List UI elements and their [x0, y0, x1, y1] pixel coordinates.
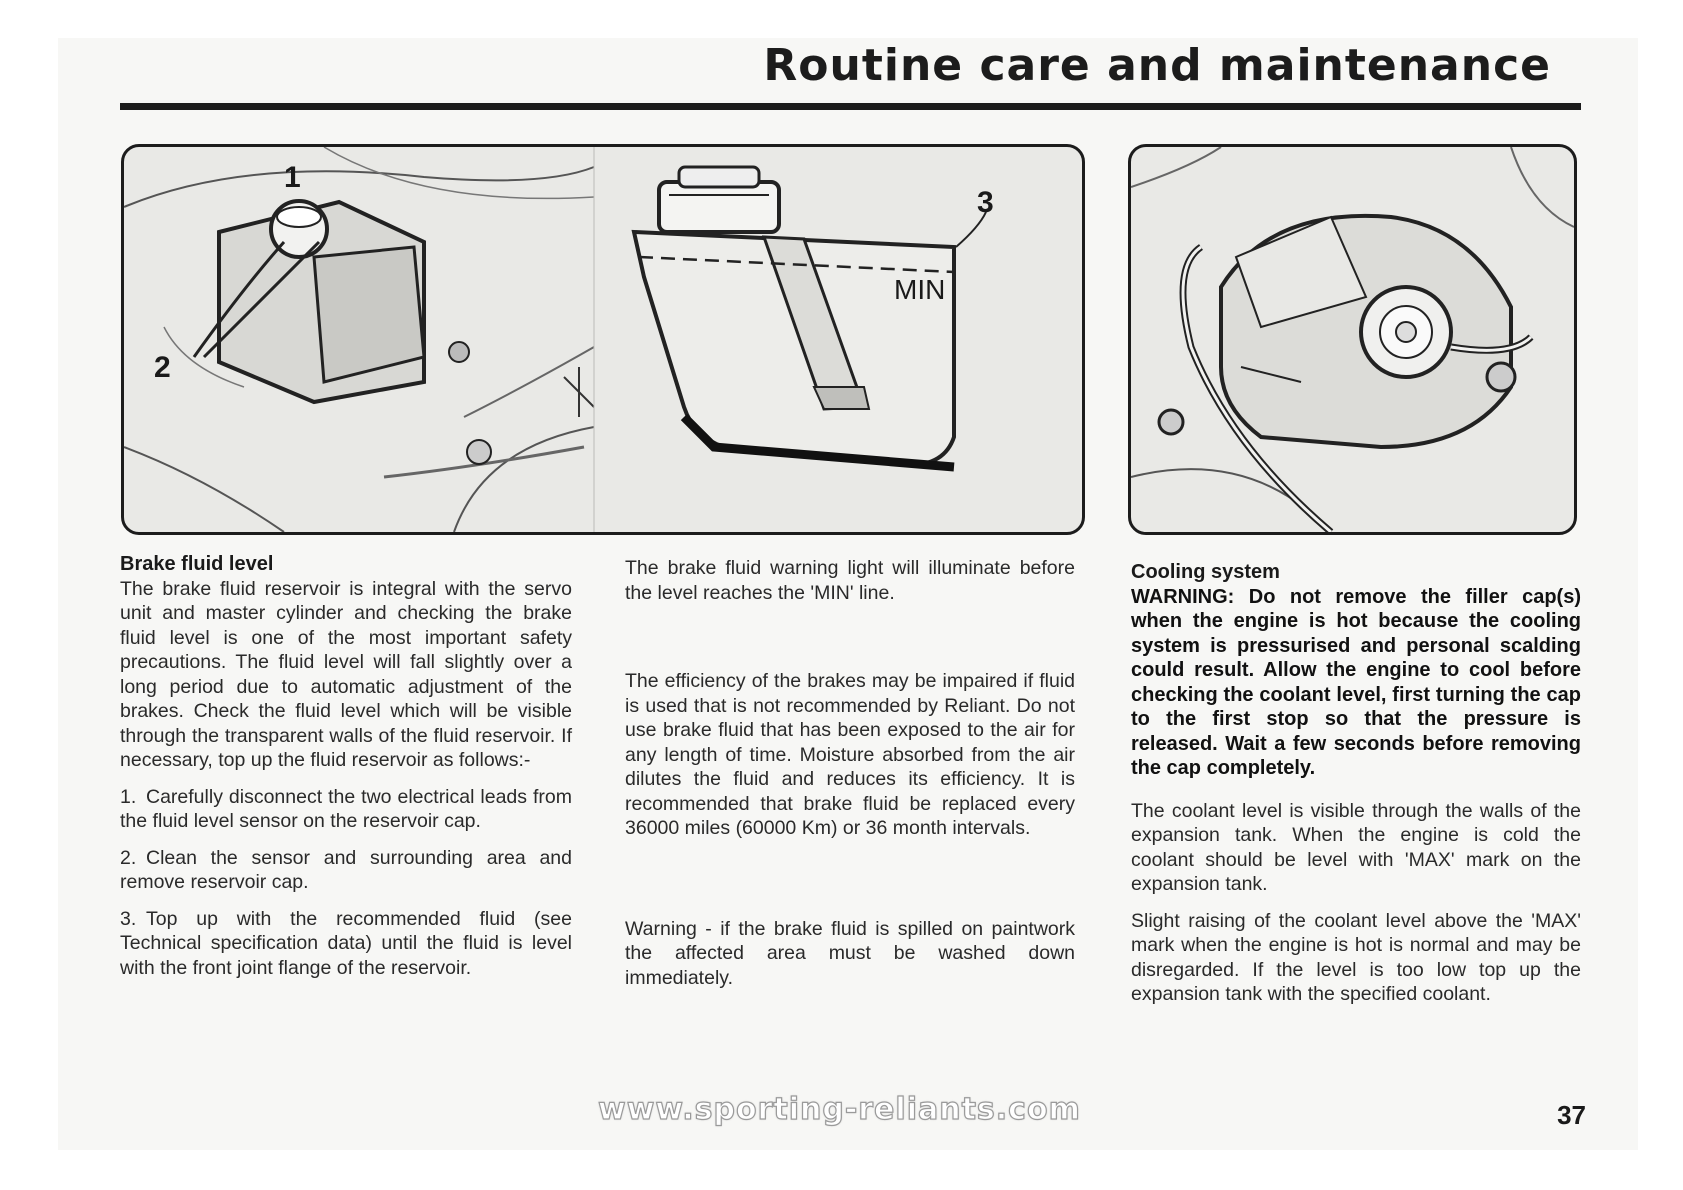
- coolant-level-paragraph: The coolant level is visible through the walls of the expansion tank. When the engine is cold the coolant should be level with 'MAX' mark on the expansion tank.: [1131, 799, 1581, 895]
- page-number: 37: [1557, 1100, 1586, 1130]
- step-2-text: Clean the sensor and surrounding area and remove reservoir cap.: [120, 846, 572, 893]
- step-3: [120, 907, 572, 981]
- warning-light-paragraph: The brake fluid warning light will illuminate before the level reaches the 'MIN' line.: [625, 557, 1075, 604]
- brake-reservoir-illustration: [121, 144, 1085, 535]
- step-1-number: 1.: [120, 785, 137, 808]
- min-level-label: MIN: [894, 274, 946, 305]
- expansion-tank-illustration: [1128, 144, 1577, 535]
- coolant-raising-paragraph: Slight raising of the coolant level above the 'MAX' mark when the engine is hot is normal and may be disregarded. If the level is too low top up the expansion tank with the specified coolant.: [1131, 909, 1581, 1005]
- callout-3: 3: [977, 186, 994, 219]
- cooling-system-section: [1131, 560, 1581, 1019]
- callout-1: 2: [154, 351, 171, 384]
- spacer: [625, 617, 1075, 669]
- step-2-number: 2.: [120, 846, 137, 869]
- callout-2: 1: [284, 161, 301, 194]
- page-title: Routine care and maintenance: [763, 40, 1551, 91]
- website-watermark: www.sporting-reliants.com: [598, 1092, 1081, 1127]
- step-2: [120, 846, 572, 895]
- expansion-tank-drawing: [1131, 147, 1574, 532]
- brake-notes-section: [625, 556, 1075, 1002]
- brake-fluid-heading: Brake fluid level: [120, 553, 274, 575]
- spill-warning-paragraph: Warning - if the brake fluid is spilled on paintwork the affected area must be washed down immediately.: [625, 917, 1075, 989]
- header-rule: [120, 103, 1581, 110]
- step-3-number: 3.: [120, 907, 137, 930]
- brake-reservoir-drawing: [124, 147, 1082, 532]
- spacer: [625, 853, 1075, 917]
- cooling-warning: WARNING: Do not remove the filler cap(s) when the engine is hot because the cooling system is pressurised and personal scalding could result. Allow the engine to cool before checking the coolant level, first turning the cap to the first stop so that the pressure is released. Wait a few seconds before removing the cap completely.: [1131, 585, 1581, 779]
- step-1-text: Carefully disconnect the two electrical leads from the fluid level sensor on the reservoir cap.: [120, 785, 572, 832]
- brake-fluid-section: [120, 552, 572, 992]
- brake-efficiency-paragraph: The efficiency of the brakes may be impaired if fluid is used that is not recommended by Reliant. Do not use brake fluid that has been exposed to the air for any length of time. Moisture absorbed from the air dilutes the fluid and reduces its efficiency. It is recommended that brake fluid be replaced every 36000 miles (60000 Km) or 36 month intervals.: [625, 670, 1075, 839]
- cooling-system-heading: Cooling system: [1131, 561, 1280, 583]
- step-1: [120, 785, 572, 834]
- step-3-text: Top up with the recommended fluid (see Technical specification data) until the fluid is level with the front joint flange of the reservoir.: [120, 907, 572, 979]
- brake-fluid-intro: The brake fluid reservoir is integral with the servo unit and master cylinder and checking the brake fluid level is one of the most important safety precautions. The fluid level will fall slightly over a long period due to automatic adjustment of the brakes. Check the fluid level which will be visible through the transparent walls of the fluid reservoir. If necessary, top up the fluid reservoir as follows:-: [120, 577, 572, 771]
